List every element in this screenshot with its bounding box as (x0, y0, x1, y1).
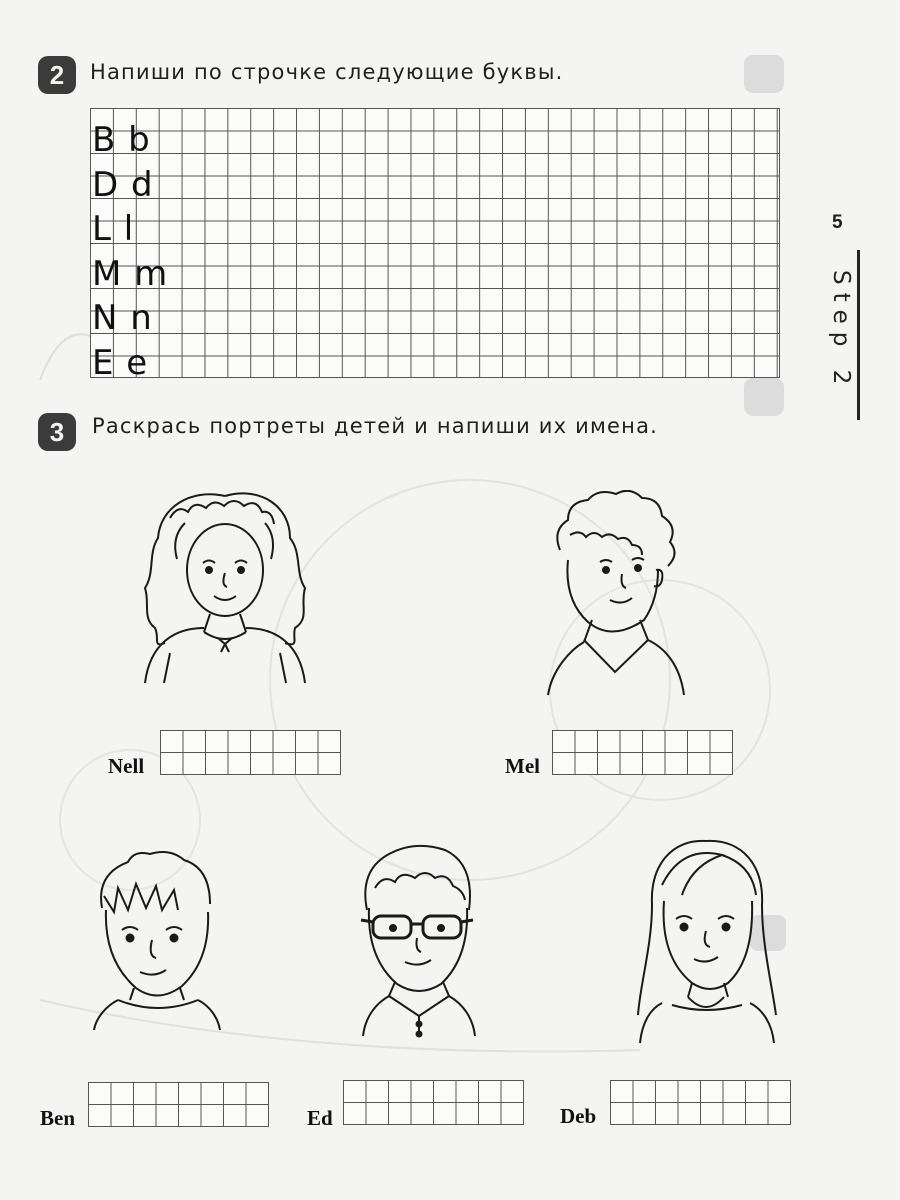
page-number: 5 (832, 212, 843, 233)
portrait-ben[interactable] (88, 848, 228, 1033)
letter-samples (92, 118, 168, 386)
name-grid-nell[interactable] (160, 730, 341, 775)
boy-spiky-hair-drawing (88, 848, 228, 1033)
name-grid-ed[interactable] (343, 1080, 524, 1125)
portrait-nell[interactable] (130, 478, 320, 688)
portrait-mel[interactable] (540, 490, 690, 700)
side-divider (857, 250, 860, 420)
portrait-ed[interactable] (355, 838, 485, 1038)
name-label-ed: Ed (307, 1106, 333, 1130)
girl-curly-hair-drawing (130, 478, 320, 688)
name-label-mel: Mel (505, 754, 540, 778)
letter-practice-grid[interactable] (90, 108, 780, 378)
name-label-deb: Deb (560, 1104, 597, 1128)
task-3-badge: 3 (38, 413, 76, 451)
boy-glasses-drawing (355, 838, 485, 1038)
name-grid-deb[interactable] (610, 1080, 791, 1125)
name-label-nell: Nell (108, 754, 145, 778)
letter-sample-dd: D d (92, 164, 154, 205)
name-grid-mel[interactable] (552, 730, 733, 775)
letter-sample-mm: M m (92, 253, 169, 294)
letter-sample-ll: L l (92, 209, 135, 250)
step-label: Step 2 (828, 270, 854, 393)
task-3-instruction: Раскрась портреты детей и напиши их имена. (92, 414, 659, 438)
letter-sample-ee: E e (92, 342, 149, 383)
boy-curly-hair-drawing (540, 490, 690, 700)
name-grid-ben[interactable] (88, 1082, 269, 1127)
portrait-deb[interactable] (632, 835, 782, 1045)
task-2-badge: 2 (38, 56, 76, 94)
name-label-ben: Ben (40, 1106, 76, 1130)
task-2-instruction: Напиши по строчке следующие буквы. (90, 60, 564, 84)
girl-long-hair-drawing (632, 835, 782, 1045)
letter-sample-bb: B b (92, 120, 151, 160)
letter-sample-nn: N n (92, 298, 153, 339)
